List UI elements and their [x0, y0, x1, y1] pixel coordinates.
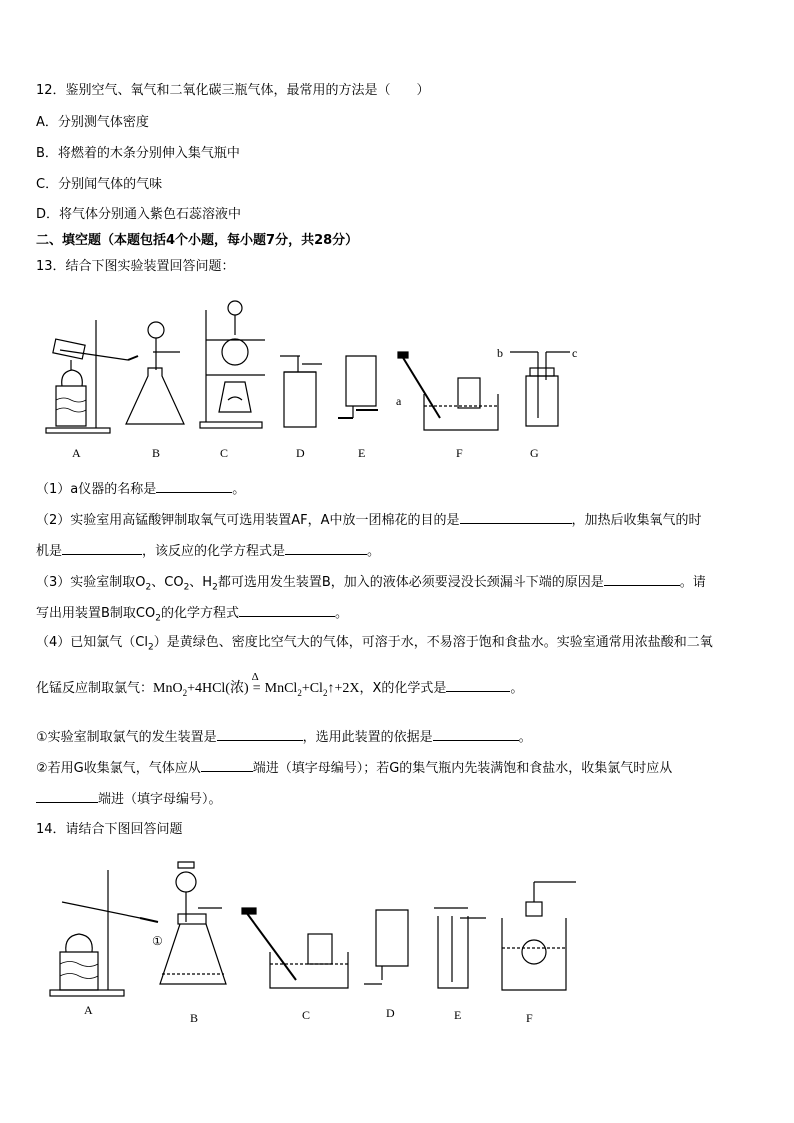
q13-label-a: A: [72, 446, 81, 460]
q13-sub2-line1: ②若用G收集氯气，气体应从 端进（填字母编号）；若G的集气瓶内先装满饱和食盐水，收集氯气时应从: [36, 758, 672, 778]
q13-part3-line1: （3）实验室制取$O_2$、$CO_2$、$H_2$都可选用发生装置B，加入的液体必须要浸没长颈漏斗下端的原因是 。请: [36, 572, 706, 597]
apparatus-f-icon: [502, 882, 576, 990]
q13-part2-line1: （2）实验室用高锰酸钾制取氧气可选用装置AF，A中放一团棉花的目的是 ，加热后收集氧气的时: [36, 510, 702, 530]
apparatus-d-icon: [364, 910, 408, 984]
q13-part1: （1）a仪器的名称是 。: [36, 479, 245, 499]
q12-option-b: B．将燃着的木条分别伸入集气瓶中: [36, 146, 240, 161]
answer-blank[interactable]: [156, 479, 232, 493]
answer-blank[interactable]: [62, 541, 142, 555]
q14-stem: 14．请结合下图回答问题: [36, 822, 183, 837]
q13-stem: 13．结合下图实验装置回答问题：: [36, 259, 235, 274]
fig-letter-a: a: [396, 394, 402, 408]
q14-label-a: A: [84, 1003, 93, 1017]
apparatus-a-icon: [50, 870, 158, 996]
q14-label-b: B: [190, 1011, 199, 1025]
q13-part4-line1: （4）已知氯气$(Cl_2)$是黄绿色、密度比空气大的气体，可溶于水，不易溶于饱和食盐水。实验室通常用浓盐酸和二氧: [36, 635, 713, 653]
q13-part2-line2: 机是 ，该反应的化学方程式是 。: [36, 541, 380, 561]
fig-letter-b: b: [497, 346, 503, 360]
apparatus-a-icon: [46, 320, 138, 433]
q13-part3-line2: 写出用装置B制取$CO_2$的化学方程式 。: [36, 603, 348, 628]
q13-label-f: F: [456, 446, 463, 460]
section-heading: 二、填空题（本题包括4个小题，每小题7分，共28分）: [36, 233, 359, 248]
answer-blank[interactable]: [36, 789, 98, 803]
apparatus-e-icon: [434, 908, 486, 988]
apparatus-d-icon: [280, 356, 322, 427]
q13-label-e: E: [358, 446, 366, 460]
apparatus-b-icon: [160, 862, 226, 984]
q13-part4-line2: 化锰反应制取氯气：MnO$_2$+4HCl(浓) Δ = $MnCl_2+Cl_2↑+2X$，X的化学式是 。: [36, 671, 524, 698]
q13-apparatus-figure: [40, 290, 600, 440]
apparatus-b-icon: [126, 322, 184, 424]
answer-blank[interactable]: [239, 603, 335, 617]
q14-label-c: C: [302, 1008, 311, 1022]
answer-blank[interactable]: [604, 572, 680, 586]
q12-option-d: D．将气体分别通入紫色石蕊溶液中: [36, 207, 242, 222]
q14-apparatus-figure: [40, 852, 600, 1012]
q12-option-a: A．分别测气体密度: [36, 115, 149, 130]
answer-blank[interactable]: [285, 541, 367, 555]
q13-label-d: D: [296, 446, 305, 460]
apparatus-c-icon: [200, 301, 265, 428]
q13-label-c: C: [220, 446, 229, 460]
q14-label-f: F: [526, 1011, 533, 1025]
answer-blank[interactable]: [217, 727, 303, 741]
apparatus-f-icon: [398, 352, 498, 430]
apparatus-e-icon: [338, 356, 378, 418]
answer-blank[interactable]: [446, 678, 510, 692]
fig-letter-c: c: [572, 346, 578, 360]
q13-label-b: B: [152, 446, 161, 460]
q13-label-g: G: [530, 446, 539, 460]
circle-one-label: ①: [152, 934, 163, 948]
q12-stem: 12．鉴别空气、氧气和二氧化碳三瓶气体，最常用的方法是（ ）: [36, 83, 430, 98]
chemical-equation: MnO$_2$+4HCl(浓) Δ = $MnCl_2+Cl_2↑+2X$: [153, 671, 360, 698]
q14-label-d: D: [386, 1006, 395, 1020]
q14-label-e: E: [454, 1008, 462, 1022]
answer-blank[interactable]: [433, 727, 519, 741]
q13-sub2-line2: 端进（填字母编号）。: [36, 789, 222, 809]
q12-option-c: C．分别闻气体的气味: [36, 177, 163, 192]
answer-blank[interactable]: [201, 758, 253, 772]
q13-sub1: ①实验室制取氯气的发生装置是 ，选用此装置的依据是 。: [36, 727, 532, 747]
apparatus-g-icon: [510, 352, 570, 426]
answer-blank[interactable]: [460, 510, 572, 524]
apparatus-c-icon: [242, 908, 348, 988]
